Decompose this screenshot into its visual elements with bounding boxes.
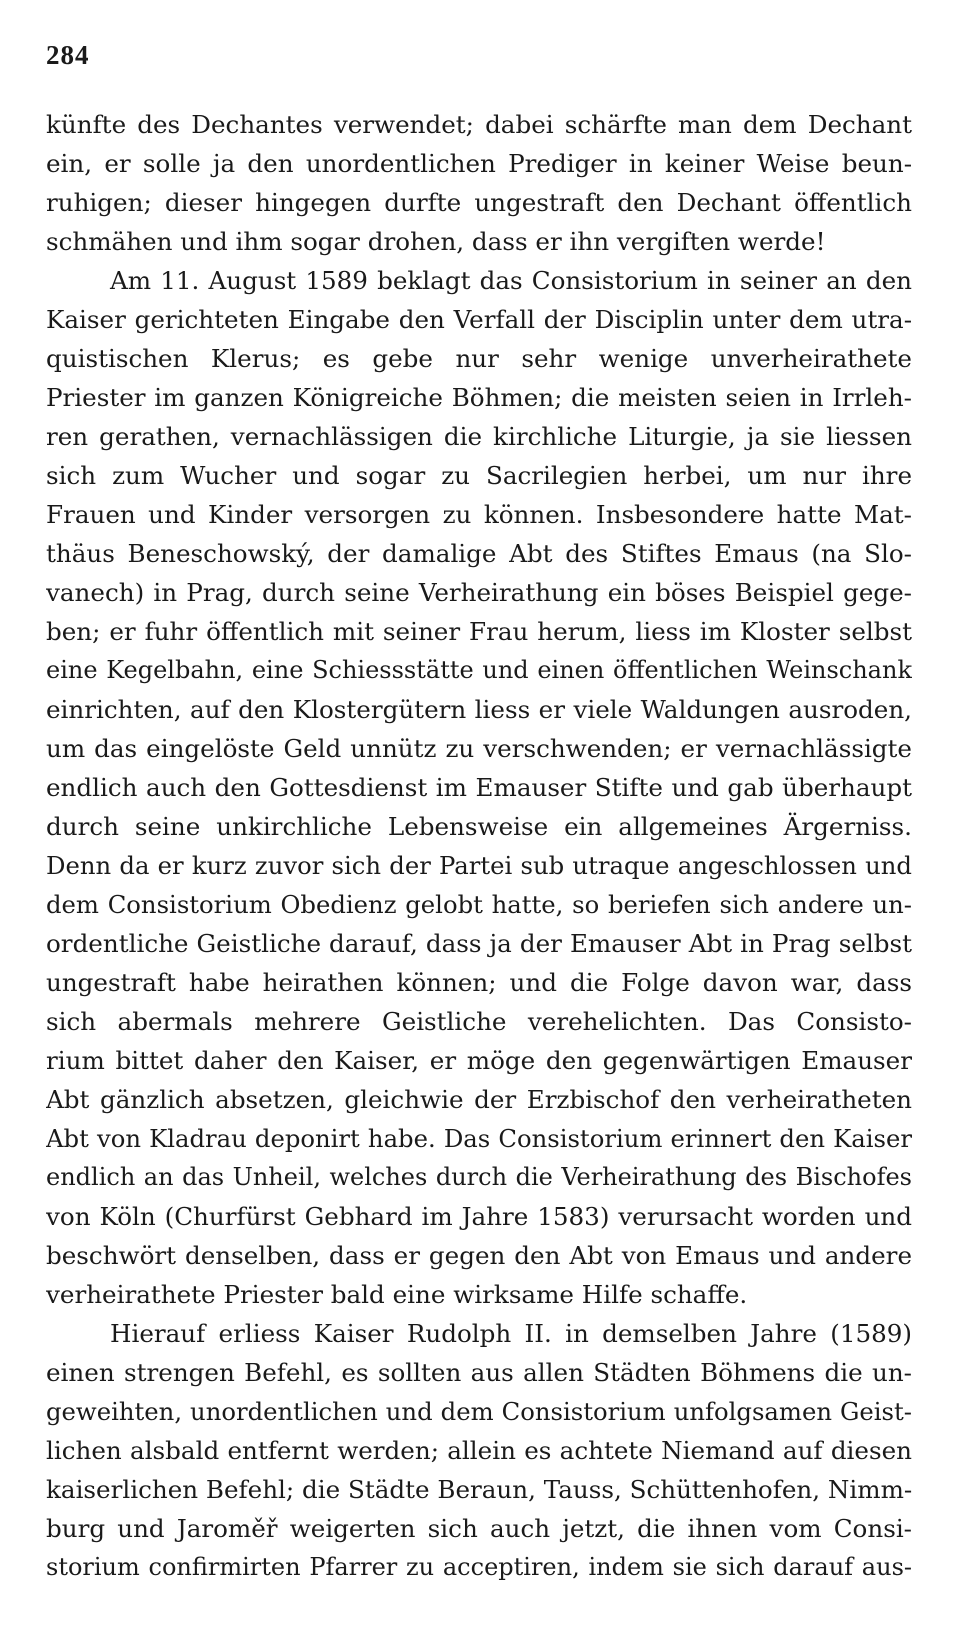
text-line: ungestraft habe heirathen können; und die Folge davon war, dass [46, 968, 912, 997]
text-line: Am 11. August 1589 beklagt das Consistorium in seiner an den [110, 266, 912, 295]
text-line: sich zum Wucher und sogar zu Sacrilegien herbei, um nur ihre [46, 461, 912, 490]
text-line: kaiserlichen Befehl; die Städte Beraun, Tauss, Schüttenhofen, Nimm- [46, 1475, 912, 1504]
text-line: endlich auch den Gottesdienst im Emauser Stifte und gab überhaupt [46, 773, 912, 802]
text-line: von Köln (Churfürst Gebhard im Jahre 1583) verursacht worden und [46, 1202, 912, 1231]
text-line: dem Consistorium Obedienz gelobt hatte, so beriefen sich andere un- [46, 890, 912, 919]
text-line: beschwört denselben, dass er gegen den Abt von Emaus und andere [46, 1241, 912, 1270]
text-line: ruhigen; dieser hingegen durfte ungestraft den Dechant öffentlich [46, 188, 912, 217]
text-line: um das eingelöste Geld unnütz zu verschwenden; er vernachlässigte [46, 734, 912, 763]
text-line: ein, er solle ja den unordentlichen Prediger in keiner Weise beun- [46, 149, 912, 178]
text-line: Frauen und Kinder versorgen zu können. Insbesondere hatte Mat- [46, 500, 912, 529]
text-line: Abt von Kladrau deponirt habe. Das Consistorium erinnert den Kaiser [46, 1124, 912, 1153]
text-line: burg und Jaroměř weigerten sich auch jetzt, die ihnen vom Consi- [46, 1514, 912, 1543]
page-number: 284 [46, 40, 90, 70]
text-line: sich abermals mehrere Geistliche verehelichten. Das Consisto- [46, 1007, 912, 1036]
text-line: storium confirmirten Pfarrer zu acceptiren, indem sie sich darauf aus- [46, 1553, 912, 1581]
text-line: schmähen und ihm sogar drohen, dass er ihn vergiften werde! [46, 227, 826, 256]
text-line: ben; er fuhr öffentlich mit seiner Frau herum, liess im Kloster selbst [46, 617, 912, 646]
text-line: Hierauf erliess Kaiser Rudolph II. in demselben Jahre (1589) [110, 1319, 912, 1348]
text-line: thäus Beneschowský, der damalige Abt des Stiftes Emaus (na Slo- [46, 539, 912, 568]
text-line: einrichten, auf den Klostergütern liess er viele Waldungen ausroden, [46, 695, 912, 724]
text-line: künfte des Dechantes verwendet; dabei schärfte man dem Dechant [46, 110, 912, 139]
text-line: einen strengen Befehl, es sollten aus allen Städten Böhmens die un- [46, 1358, 912, 1387]
text-line: Abt gänzlich absetzen, gleichwie der Erzbischof den verheiratheten [46, 1085, 912, 1114]
text-line: Priester im ganzen Königreiche Böhmen; die meisten seien in Irrleh- [46, 383, 912, 412]
text-line: durch seine unkirchliche Lebensweise ein allgemeines Ärgerniss. [46, 812, 912, 841]
text-line: ordentliche Geistliche darauf, dass ja der Emauser Abt in Prag selbst [46, 929, 912, 958]
text-line: lichen alsbald entfernt werden; allein es achtete Niemand auf diesen [46, 1436, 912, 1465]
body-text [46, 105, 912, 1587]
text-line: rium bittet daher den Kaiser, er möge den gegenwärtigen Emauser [46, 1046, 912, 1075]
text-line: quistischen Klerus; es gebe nur sehr wenige unverheirathete [46, 344, 912, 373]
text-line: geweihten, unordentlichen und dem Consistorium unfolgsamen Geist- [46, 1397, 912, 1426]
text-line: ren gerathen, vernachlässigen die kirchliche Liturgie, ja sie liessen [46, 422, 912, 451]
text-line: Kaiser gerichteten Eingabe den Verfall der Disciplin unter dem utra- [46, 305, 912, 334]
text-line: verheirathete Priester bald eine wirksame Hilfe schaffe. [46, 1280, 748, 1309]
text-line: eine Kegelbahn, eine Schiessstätte und einen öffentlichen Weinschank [46, 656, 912, 684]
text-line: endlich an das Unheil, welches durch die Verheirathung des Bischofes [46, 1163, 912, 1191]
text-line: Denn da er kurz zuvor sich der Partei sub utraque angeschlossen und [46, 851, 912, 880]
text-line: vanech) in Prag, durch seine Verheirathung ein böses Beispiel gege- [46, 578, 912, 607]
